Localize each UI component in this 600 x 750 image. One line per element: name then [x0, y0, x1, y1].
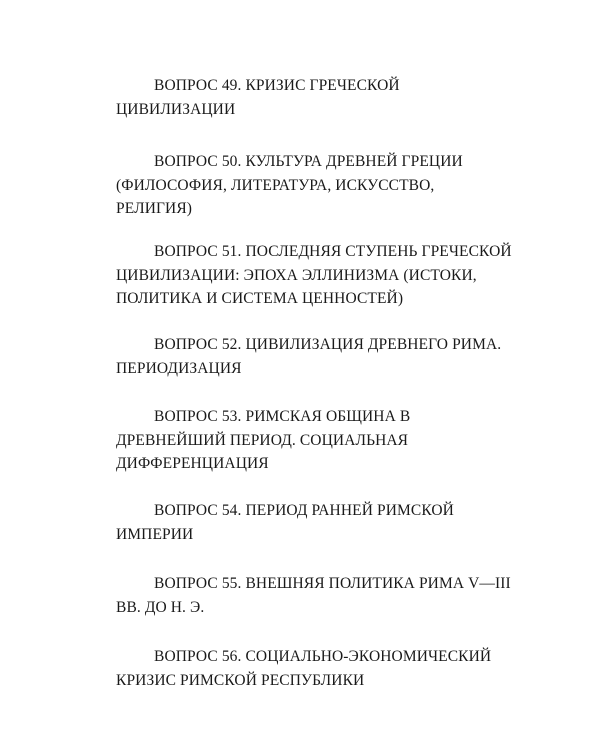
- entry-line: ВОПРОС 50. КУЛЬТУРА ДРЕВНЕЙ ГРЕЦИИ: [154, 153, 463, 170]
- toc-entry-question-53[interactable]: [116, 405, 506, 476]
- entry-line: ПОЛИТИКА И СИСТЕМА ЦЕННОСТЕЙ): [116, 290, 404, 307]
- entry-line: ПЕРИОДИЗАЦИЯ: [116, 359, 242, 377]
- toc-entry-question-56[interactable]: [116, 645, 506, 692]
- entry-line: ВОПРОС 52. ЦИВИЛИЗАЦИЯ ДРЕВНЕГО РИМА.: [154, 336, 502, 353]
- entry-line: ДИФФЕРЕНЦИАЦИЯ: [116, 455, 269, 472]
- entry-line: ЦИВИЛИЗАЦИИ: ЭПОХА ЭЛЛИНИЗМА (ИСТОКИ,: [116, 266, 477, 284]
- entry-line: ВОПРОС 55. ВНЕШНЯЯ ПОЛИТИКА РИМА V—III: [154, 575, 511, 592]
- entry-line: ВВ. ДО Н. Э.: [116, 598, 205, 616]
- entry-line: КРИЗИС РИМСКОЙ РЕСПУБЛИКИ: [116, 671, 365, 689]
- entry-line: ЦИВИЛИЗАЦИИ: [116, 100, 236, 118]
- entry-line: ВОПРОС 56. СОЦИАЛЬНО-ЭКОНОМИЧЕСКИЙ: [154, 648, 492, 665]
- toc-entry-question-55[interactable]: [116, 572, 511, 619]
- entry-line: ВОПРОС 49. КРИЗИС ГРЕЧЕСКОЙ: [154, 77, 400, 94]
- entry-line: ДРЕВНЕЙШИЙ ПЕРИОД. СОЦИАЛЬНАЯ: [116, 431, 409, 449]
- toc-entry-question-49[interactable]: [116, 74, 506, 121]
- toc-entry-question-54[interactable]: [116, 499, 506, 546]
- entry-line: ИМПЕРИИ: [116, 525, 194, 543]
- entry-line: ВОПРОС 51. ПОСЛЕДНЯЯ СТУПЕНЬ ГРЕЧЕСКОЙ: [154, 243, 512, 260]
- entry-line: ВОПРОС 54. ПЕРИОД РАННЕЙ РИМСКОЙ: [154, 502, 454, 519]
- entry-line: (ФИЛОСОФИЯ, ЛИТЕРАТУРА, ИСКУССТВО,: [116, 176, 435, 194]
- toc-entry-question-51[interactable]: [116, 240, 512, 311]
- entry-line: РЕЛИГИЯ): [116, 200, 193, 217]
- toc-entry-question-52[interactable]: [116, 333, 506, 380]
- entry-line: ВОПРОС 53. РИМСКАЯ ОБЩИНА В: [154, 408, 411, 425]
- toc-entry-question-50[interactable]: [116, 150, 506, 221]
